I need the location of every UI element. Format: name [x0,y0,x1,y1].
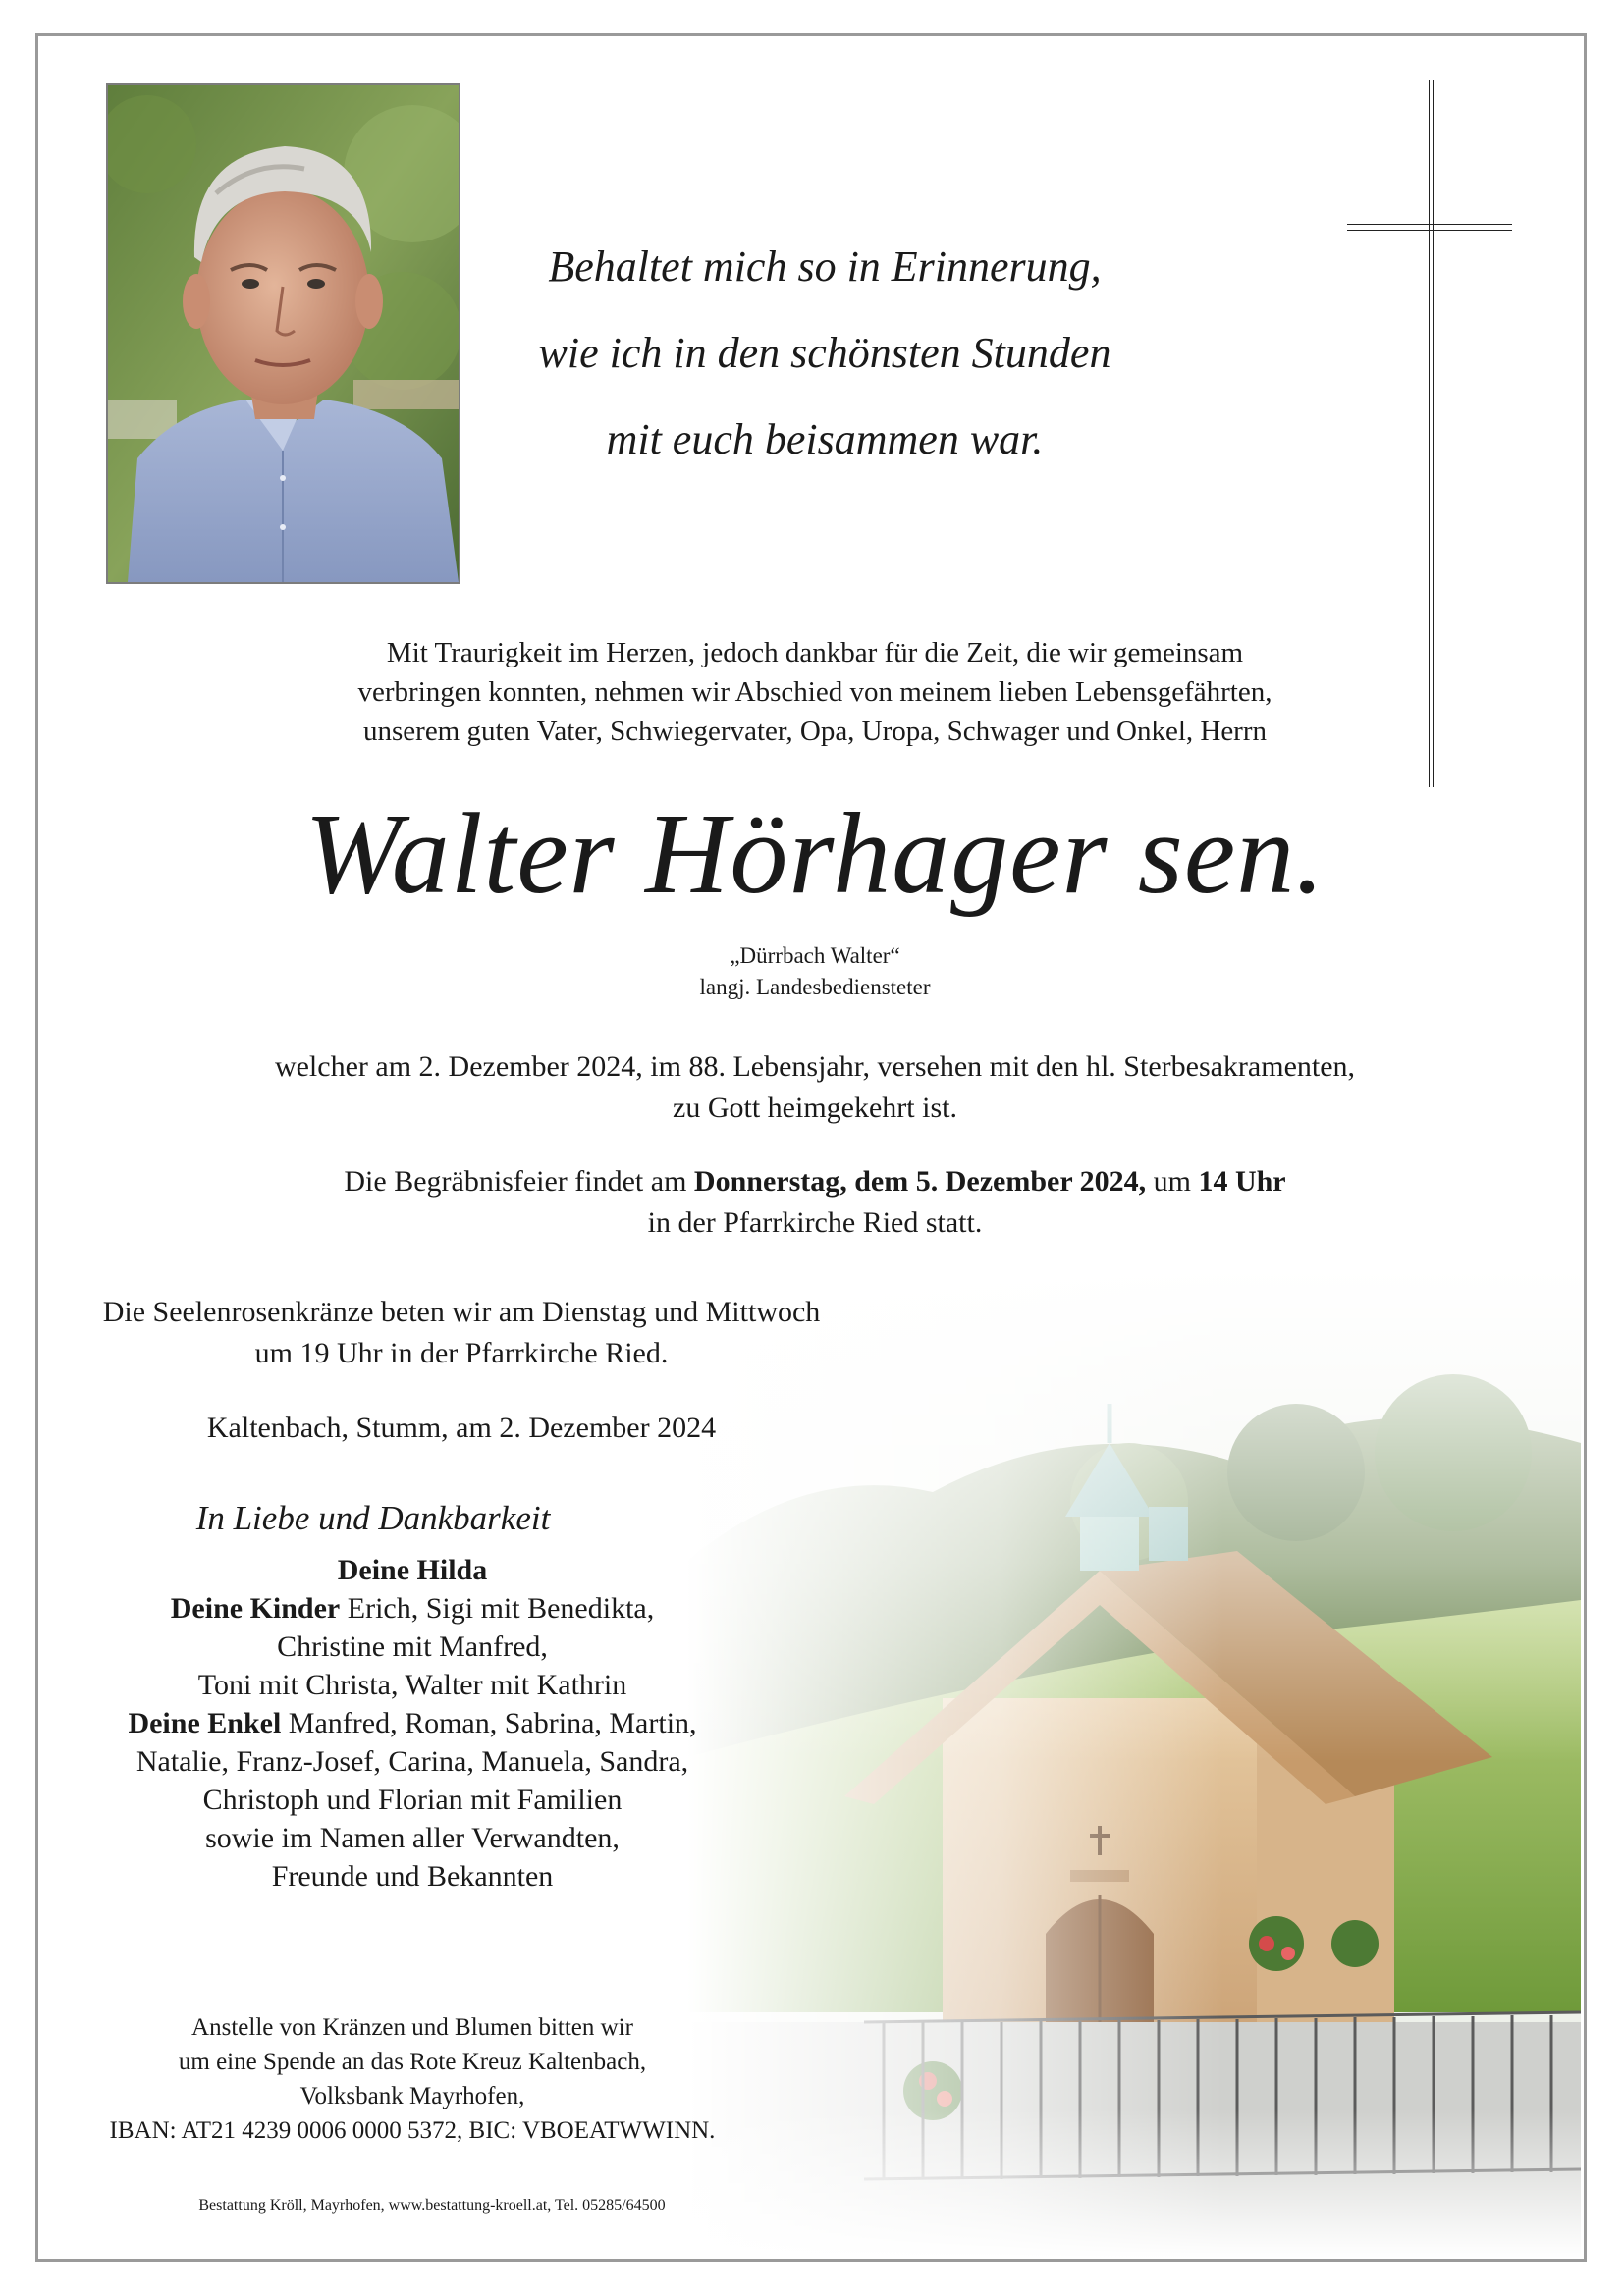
enkel-names: Manfred, Roman, Sabrina, Martin, [281,1707,697,1739]
mourner-hilda [59,1551,766,1589]
nickname-block [491,940,1139,1003]
funeral-line [196,1161,1434,1202]
kinder-names: Erich, Sigi mit Benedikta, [340,1592,655,1625]
donation-line: IBAN: AT21 4239 0006 0000 5372, BIC: VBOEATWWINN. [109,2117,716,2144]
funeral-date: Donnerstag, dem 5. Dezember 2024, [693,1165,1147,1198]
quote-line: wie ich in den schönsten Stunden [538,329,1111,377]
nickname: „Dürrbach Walter“ [730,943,900,968]
cross-bar-icon [1347,224,1512,231]
intro-line: unserem guten Vater, Schwiegervater, Opa, Uropa, Schwager und Onkel, Herrn [363,716,1267,747]
occupation: langj. Landesbediensteter [699,975,931,999]
rosary-line: um 19 Uhr in der Pfarrkirche Ried. [254,1337,669,1369]
quote-line: Behaltet mich so in Erinnerung, [548,242,1102,291]
mourner-line: Christine mit Manfred, [277,1630,548,1663]
intro-line: Mit Traurigkeit im Herzen, jedoch dankbar für die Zeit, die wir gemeinsam [386,637,1244,668]
kinder-label: Deine Kinder [170,1592,341,1625]
rosary-line: Die Seelenrosenkränze beten wir am Dienstag und Mittwoch [102,1296,821,1328]
enkel-label: Deine Enkel [128,1707,282,1739]
deceased-name: Walter Hörhager sen. [304,789,1326,918]
mourner-enkel [59,1704,766,1742]
funeral-home-footer: Bestattung Kröll, Mayrhofen, www.bestattung-kroell.at, Tel. 05285/64500 [198,2197,666,2214]
mourner-line: Freunde und Bekannten [271,1860,554,1893]
love-heading: In Liebe und Dankbarkeit [195,1499,551,1537]
donation-info [79,2010,746,2148]
memorial-quote [511,224,1139,483]
funeral-info [196,1161,1434,1244]
mourner-line: Natalie, Franz-Josef, Carina, Manuela, Sandra, [135,1745,689,1778]
rosary-info [88,1292,835,1374]
donation-line: Volksbank Mayrhofen, [299,2083,525,2109]
portrait-photo [106,83,460,584]
mourner-line: Christoph und Florian mit Familien [202,1784,623,1816]
funeral-pre: Die Begräbnisfeier findet am [344,1165,694,1198]
intro-text [196,633,1434,751]
funeral-time: 14 Uhr [1198,1165,1286,1198]
place-date: Kaltenbach, Stumm, am 2. Dezember 2024 [206,1412,717,1444]
intro-line: verbringen konnten, nehmen wir Abschied von meinem lieben Lebensgefährten, [357,676,1272,708]
mourner-kinder [59,1589,766,1628]
mourner-line: sowie im Namen aller Verwandten, [205,1822,620,1854]
donation-line: um eine Spende an das Rote Kreuz Kaltenbach, [178,2049,647,2075]
donation-line: Anstelle von Kränzen und Blumen bitten wir [191,2014,633,2041]
mourner-line: Toni mit Christa, Walter mit Kathrin [197,1669,627,1701]
death-info [147,1046,1483,1129]
funeral-mid: um [1146,1165,1199,1198]
funeral-location: in der Pfarrkirche Ried statt. [647,1206,983,1239]
death-line: zu Gott heimgekehrt ist. [673,1092,957,1124]
death-line: welcher am 2. Dezember 2024, im 88. Lebensjahr, versehen mit den hl. Sterbesakramenten, [274,1050,1356,1083]
quote-line: mit euch beisammen war. [606,415,1044,463]
mourner-hilda-name: Deine Hilda [337,1554,488,1586]
mourners-list [59,1551,766,1896]
